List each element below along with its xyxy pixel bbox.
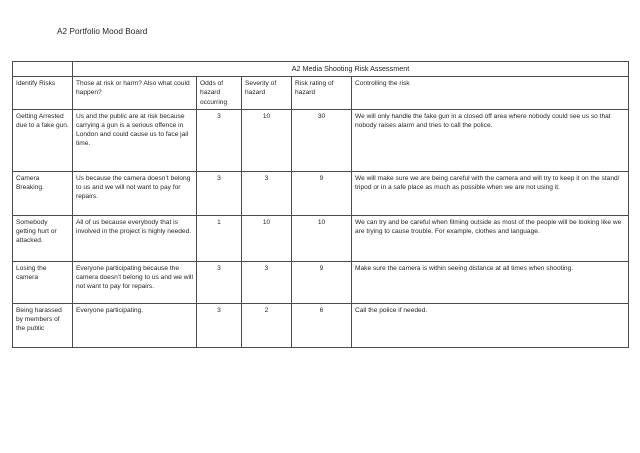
cell-odds: 1 [197,215,242,261]
cell-control: We will only handle the fake gun in a closed off area where nobody could see us so that nobody raises alarm and tries to call the police. [352,109,629,171]
table-banner-title: A2 Media Shooting Risk Assessment [73,62,629,77]
table-row [13,215,629,261]
cell-odds: 3 [197,303,242,347]
cell-severity: 2 [242,303,292,347]
cell-severity: 10 [242,109,292,171]
cell-risk: Somebody getting hurt or attacked. [13,215,73,261]
cell-odds: 3 [197,171,242,215]
cell-control: We can try and be careful when filming outside as most of the people will be looking like we are trying to cause trouble. For example, clothes and language. [352,215,629,261]
cell-control: Call the police if needed. [352,303,629,347]
table-row [13,261,629,303]
cell-who-at-risk: Us because the camera doesn’t belong to us and we will not want to pay for repairs. [73,171,197,215]
cell-risk: Getting Arrested due to a fake gun. [13,109,73,171]
cell-risk-rating: 9 [292,261,352,303]
column-header-risk-rating: Risk rating of hazard [292,77,352,109]
column-header-odds-of-hazard: Odds of hazard occurring [197,77,242,109]
column-header-controlling-the-risk: Controlling the risk [352,77,629,109]
column-header-those-at-risk: Those at risk or harm? Also what could happen? [73,77,197,109]
column-header-identify-risks: Identify Risks [13,77,73,109]
risk-assessment-table-container [12,61,628,348]
cell-risk-rating: 9 [292,171,352,215]
banner-spacer-cell [13,62,73,77]
cell-risk: Being harassed by members of the public [13,303,73,347]
cell-risk-rating: 10 [292,215,352,261]
cell-risk: Camera Breaking. [13,171,73,215]
cell-who-at-risk: Everyone participating because the camera doesn’t belong to us and we will not want to pay for repairs. [73,261,197,303]
cell-risk-rating: 6 [292,303,352,347]
cell-odds: 3 [197,109,242,171]
table-banner-row [13,62,629,77]
cell-who-at-risk: Us and the public are at risk because carrying a gun is a serious offence in London and could cause us to face jail time. [73,109,197,171]
cell-odds: 3 [197,261,242,303]
cell-control: Make sure the camera is within seeing distance at all times when shooting. [352,261,629,303]
cell-risk: Losing the camera [13,261,73,303]
table-row [13,303,629,347]
cell-who-at-risk: All of us because everybody that is involved in the project is highly needed. [73,215,197,261]
cell-severity: 10 [242,215,292,261]
table-row [13,171,629,215]
risk-assessment-table [12,61,629,348]
cell-who-at-risk: Everyone participating. [73,303,197,347]
cell-risk-rating: 30 [292,109,352,171]
page-title: A2 Portfolio Mood Board [57,27,148,36]
cell-severity: 3 [242,261,292,303]
cell-control: We will make sure we are being careful with the camera and will try to keep it on the stand/ tripod or in a safe place as much as possible when we are not using it. [352,171,629,215]
cell-severity: 3 [242,171,292,215]
table-row [13,109,629,171]
table-header-row [13,77,629,109]
column-header-severity-of-hazard: Severity of hazard [242,77,292,109]
